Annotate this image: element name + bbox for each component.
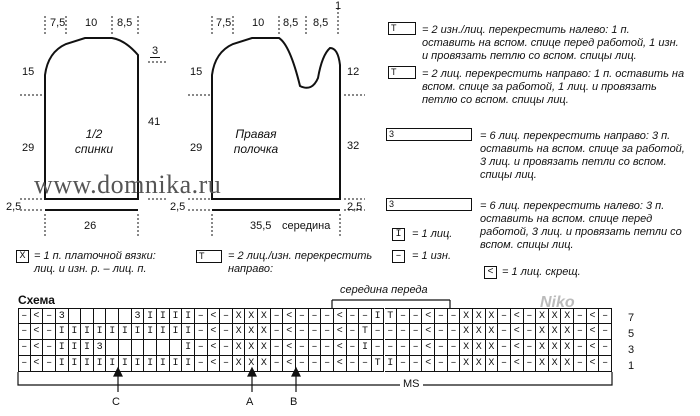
row-label-7: 7 <box>628 312 635 324</box>
chart-cell: 3 <box>56 308 69 324</box>
legend-bottom-text-2: = 2 лиц./изн. перекрестить направо: <box>228 250 373 275</box>
legend-text-2: = 2 лиц. перекрестить направо: 1 п. оставить на вспом. спице за работой, 1 лиц. и провязать петлю со вспом. спицы лиц. <box>422 68 685 106</box>
legend-text-6: = 1 изн. <box>412 250 451 262</box>
chart-cell <box>132 340 145 356</box>
chart-cell: I <box>106 356 119 372</box>
chart-cell: X <box>536 308 549 324</box>
chart-cell <box>94 308 107 324</box>
chart-cell: I <box>144 356 157 372</box>
chart-cell: T <box>385 308 398 324</box>
marker-a: A <box>246 396 254 408</box>
legend-garter-icon: X <box>16 250 29 263</box>
chart-cell: X <box>561 356 574 372</box>
chart-cell <box>170 340 183 356</box>
chart-cell: X <box>473 340 486 356</box>
chart-cell: I <box>56 324 69 340</box>
chart-cell: I <box>170 324 183 340</box>
legend-twisted-icon: < <box>484 266 497 279</box>
chart-cell: X <box>460 324 473 340</box>
chart-cell: – <box>18 340 31 356</box>
chart-cell: I <box>81 340 94 356</box>
chart-cell: I <box>182 340 195 356</box>
legend-cross-icon <box>196 250 224 264</box>
chart-cell: – <box>448 340 461 356</box>
chart-cell: – <box>385 340 398 356</box>
front-title-line1: Правая <box>235 127 277 141</box>
chart-cell <box>69 308 82 324</box>
chart-cell: X <box>233 324 246 340</box>
back-width-2: 10 <box>85 17 98 29</box>
chart-cell: < <box>422 308 435 324</box>
chart-cell: X <box>258 356 271 372</box>
row-label-1: 1 <box>628 360 635 372</box>
chart-cell: – <box>18 308 31 324</box>
front-title-line2: полочка <box>233 142 279 156</box>
legend-text-7: = 1 лиц. скрещ. <box>502 266 581 278</box>
chart-cell: – <box>498 356 511 372</box>
chart-cell: – <box>296 324 309 340</box>
front-top-mark: 1 <box>335 0 342 12</box>
chart-cell: < <box>31 356 44 372</box>
chart-cell: < <box>208 308 221 324</box>
chart-cell: < <box>511 308 524 324</box>
chart-cell: – <box>195 324 208 340</box>
chart-cell: I <box>69 356 82 372</box>
front-outline <box>212 38 340 210</box>
chart-cell: – <box>347 308 360 324</box>
chart-cell: X <box>549 308 562 324</box>
front-height-2: 29 <box>190 142 203 154</box>
chart-cell: < <box>208 340 221 356</box>
chart-cell: X <box>233 356 246 372</box>
chart-cell: < <box>283 308 296 324</box>
chart-cell: – <box>321 324 334 340</box>
chart-cell: – <box>296 340 309 356</box>
chart-cell: – <box>347 324 360 340</box>
chart-cell: 3 <box>94 340 107 356</box>
back-title-line1: 1/2 <box>85 127 103 141</box>
chart-cell: – <box>43 324 56 340</box>
chart-cell <box>81 308 94 324</box>
chart-cell: – <box>498 308 511 324</box>
chart-cell: X <box>549 356 562 372</box>
chart-cell: – <box>321 356 334 372</box>
chart-cell: – <box>359 308 372 324</box>
chart-cell: X <box>486 308 499 324</box>
chart-cell: – <box>435 324 448 340</box>
chart-cell: X <box>258 340 271 356</box>
chart-cell: – <box>524 324 537 340</box>
chart-cell: – <box>271 308 284 324</box>
back-right-height: 41 <box>148 116 161 128</box>
chart-cell: I <box>81 356 94 372</box>
legend-symbol-2: T <box>391 67 397 77</box>
chart-cell: I <box>182 356 195 372</box>
chart-cell: X <box>536 356 549 372</box>
chart-cell: – <box>599 356 612 372</box>
chart-cell: – <box>271 340 284 356</box>
chart-cell: – <box>220 356 233 372</box>
chart-cell: – <box>195 340 208 356</box>
legend-knit-icon: I <box>392 228 405 241</box>
legend-cable-icon-2 <box>388 66 418 80</box>
legend-cable-icon-1 <box>388 22 418 36</box>
chart-cell: – <box>498 340 511 356</box>
chart-cell: X <box>460 340 473 356</box>
marker-b: B <box>290 396 298 408</box>
chart-cell <box>144 340 157 356</box>
legend-purl-icon: – <box>392 250 405 263</box>
chart-cell: – <box>372 340 385 356</box>
front-dimensions <box>188 8 365 236</box>
chart-cell: – <box>271 324 284 340</box>
front-center-label: середина <box>282 220 331 232</box>
chart-cell: – <box>347 356 360 372</box>
chart-cell: – <box>574 356 587 372</box>
legend-symbol-3: 3 <box>389 129 395 139</box>
front-right-height-3: 2,5 <box>347 201 363 213</box>
chart-cell: X <box>561 308 574 324</box>
chart-cell: X <box>486 356 499 372</box>
front-width-1: 7,5 <box>216 17 232 29</box>
chart-cell: – <box>18 324 31 340</box>
legend-cable-icon-3 <box>386 128 472 142</box>
back-width-1: 7,5 <box>50 17 66 29</box>
chart-cell <box>157 340 170 356</box>
legend-symbol-4: 3 <box>389 199 395 209</box>
chart-cell: I <box>132 356 145 372</box>
chart-cell: – <box>385 324 398 340</box>
chart-cell <box>119 340 132 356</box>
chart-cell: < <box>283 356 296 372</box>
chart-cell: I <box>94 356 107 372</box>
front-height-1: 15 <box>190 66 203 78</box>
chart-cell: – <box>195 356 208 372</box>
chart-cell: – <box>599 340 612 356</box>
back-dimensions <box>20 16 168 236</box>
chart-cell: – <box>309 340 322 356</box>
back-title-line2: спинки <box>74 142 114 156</box>
chart-cell: – <box>410 308 423 324</box>
chart-cell: I <box>69 340 82 356</box>
chart-cell: I <box>119 324 132 340</box>
chart-cell: – <box>43 356 56 372</box>
chart-cell: – <box>43 308 56 324</box>
chart-cell: < <box>283 324 296 340</box>
chart-cell: I <box>170 356 183 372</box>
chart-cell: – <box>435 356 448 372</box>
legend-cable-icon-4 <box>386 198 472 212</box>
chart-cell: < <box>422 340 435 356</box>
watermark-text: www.domnika.ru <box>34 170 222 199</box>
chart-cell: X <box>549 340 562 356</box>
chart-cell: I <box>144 324 157 340</box>
chart-cell: < <box>511 340 524 356</box>
chart-cell: I <box>372 308 385 324</box>
front-width-3: 8,5 <box>283 17 299 29</box>
chart-cell: – <box>599 324 612 340</box>
chart-cell: – <box>397 308 410 324</box>
chart-cell: – <box>271 356 284 372</box>
chart-cell: – <box>321 340 334 356</box>
chart-cell: I <box>69 324 82 340</box>
chart-cell: X <box>258 324 271 340</box>
chart-cell: – <box>574 340 587 356</box>
chart-cell: X <box>549 324 562 340</box>
chart-cell: X <box>245 324 258 340</box>
chart-cell: I <box>157 308 170 324</box>
chart-cell: – <box>220 308 233 324</box>
back-shoulder-mark: 3 <box>152 45 159 57</box>
chart-cell: – <box>448 308 461 324</box>
chart-cell: – <box>397 356 410 372</box>
chart-cell: – <box>296 356 309 372</box>
chart-cell: I <box>144 308 157 324</box>
chart-cell: I <box>56 356 69 372</box>
row-label-3: 3 <box>628 344 635 356</box>
stitch-chart <box>18 308 612 372</box>
chart-cell: I <box>56 340 69 356</box>
chart-cell: – <box>296 308 309 324</box>
legend-bottom-text-1: = 1 п. платочной вязки: лиц. и изн. р. – лиц. п. <box>34 250 156 275</box>
chart-cell: I <box>170 308 183 324</box>
chart-cell: I <box>359 340 372 356</box>
chart-cell: I <box>132 324 145 340</box>
chart-cell: – <box>220 324 233 340</box>
row-label-5: 5 <box>628 328 635 340</box>
chart-cell: T <box>372 356 385 372</box>
chart-cell: I <box>157 356 170 372</box>
back-height-3: 2,5 <box>6 201 22 213</box>
chart-cell: < <box>31 324 44 340</box>
chart-cell: – <box>220 340 233 356</box>
chart-title: Схема <box>18 293 55 307</box>
chart-cell: < <box>334 340 347 356</box>
chart-cell: – <box>372 324 385 340</box>
front-width-4: 8,5 <box>313 17 329 29</box>
chart-cell: T <box>359 324 372 340</box>
chart-cell: X <box>258 308 271 324</box>
chart-cell: X <box>473 308 486 324</box>
chart-cell: – <box>321 308 334 324</box>
chart-cell: – <box>524 356 537 372</box>
chart-cell: – <box>410 356 423 372</box>
back-height-2: 29 <box>22 142 35 154</box>
chart-cell: – <box>410 324 423 340</box>
chart-cell: X <box>460 308 473 324</box>
chart-cell: < <box>283 340 296 356</box>
chart-cell: < <box>208 324 221 340</box>
chart-cell: < <box>422 356 435 372</box>
chart-cell: I <box>106 324 119 340</box>
chart-cell: – <box>524 308 537 324</box>
chart-cell: I <box>81 324 94 340</box>
chart-cell <box>106 340 119 356</box>
chart-cell: < <box>334 308 347 324</box>
chart-cell: X <box>245 308 258 324</box>
chart-cell: – <box>599 308 612 324</box>
chart-cell: X <box>536 324 549 340</box>
chart-cell: I <box>385 356 398 372</box>
chart-cell: – <box>574 324 587 340</box>
chart-cell: – <box>359 356 372 372</box>
chart-cell: < <box>334 324 347 340</box>
chart-cell: – <box>195 308 208 324</box>
chart-cell: X <box>460 356 473 372</box>
chart-cell: – <box>309 356 322 372</box>
chart-cell <box>106 308 119 324</box>
chart-cell: < <box>208 356 221 372</box>
chart-cell: – <box>524 340 537 356</box>
chart-cell: < <box>587 324 600 340</box>
chart-cell: X <box>473 324 486 340</box>
chart-cell: – <box>448 324 461 340</box>
legend-bottom-symbol-2: T <box>199 251 205 261</box>
chart-cell: – <box>397 340 410 356</box>
legend-text-1: = 2 изн./лиц. перекрестить налево: 1 п. оставить на вспом. спице перед работой, 1 изн. и провязать петлю со вспом. спицы лиц. <box>422 24 679 62</box>
front-right-height-1: 12 <box>347 66 360 78</box>
chart-cell: – <box>574 308 587 324</box>
front-bottom-width: 35,5 <box>250 220 272 232</box>
chart-cell: I <box>119 356 132 372</box>
chart-cell: X <box>233 308 246 324</box>
front-width-2: 10 <box>252 17 265 29</box>
chart-cell: – <box>498 324 511 340</box>
chart-cell: < <box>31 308 44 324</box>
legend-text-4: = 6 лиц. перекрестить налево: 3 п. оставить на вспом. спице перед работой, 3 лиц. и провязать петли со вспом. спицы лиц. <box>480 200 682 251</box>
chart-cell: X <box>245 340 258 356</box>
chart-cell <box>119 308 132 324</box>
front-right-height-2: 32 <box>347 140 360 152</box>
chart-cell: X <box>245 356 258 372</box>
chart-cell: – <box>347 340 360 356</box>
chart-cell: – <box>309 308 322 324</box>
repeat-label: MS <box>400 378 423 390</box>
chart-cell: – <box>435 308 448 324</box>
front-height-3: 2,5 <box>170 201 186 213</box>
chart-cell: < <box>511 356 524 372</box>
chart-cell: X <box>561 340 574 356</box>
chart-cell: < <box>587 308 600 324</box>
back-width-3: 8,5 <box>117 17 133 29</box>
chart-cell: < <box>511 324 524 340</box>
marker-c: C <box>112 396 120 408</box>
chart-cell: X <box>233 340 246 356</box>
chart-cell: – <box>410 340 423 356</box>
legend-symbol-1: T <box>391 23 397 33</box>
chart-cell: X <box>473 356 486 372</box>
chart-cell: 3 <box>132 308 145 324</box>
chart-cell: < <box>334 356 347 372</box>
chart-center-label: середина переда <box>340 284 428 296</box>
chart-cell: I <box>182 308 195 324</box>
chart-cell: X <box>561 324 574 340</box>
chart-cell: I <box>182 324 195 340</box>
chart-cell: < <box>587 356 600 372</box>
chart-cell: – <box>448 356 461 372</box>
chart-cell: – <box>397 324 410 340</box>
chart-cell: – <box>435 340 448 356</box>
chart-cell: < <box>587 340 600 356</box>
chart-cell: < <box>422 324 435 340</box>
chart-cell: X <box>486 340 499 356</box>
chart-cell: I <box>94 324 107 340</box>
chart-cell: X <box>486 324 499 340</box>
chart-cell: – <box>309 324 322 340</box>
chart-cell: – <box>43 340 56 356</box>
chart-cell: I <box>157 324 170 340</box>
chart-cell: X <box>536 340 549 356</box>
chart-cell: – <box>18 356 31 372</box>
legend-text-3: = 6 лиц. перекрестить направо: 3 п. оставить на вспом. спице за работой, 3 лиц. и провязать петли со вспом. спицы лиц. <box>480 130 685 181</box>
back-bottom-width: 26 <box>84 220 97 232</box>
logo-text: Niko <box>540 294 575 311</box>
chart-cell: < <box>31 340 44 356</box>
legend-text-5: = 1 лиц. <box>412 228 453 240</box>
back-height-1: 15 <box>22 66 35 78</box>
